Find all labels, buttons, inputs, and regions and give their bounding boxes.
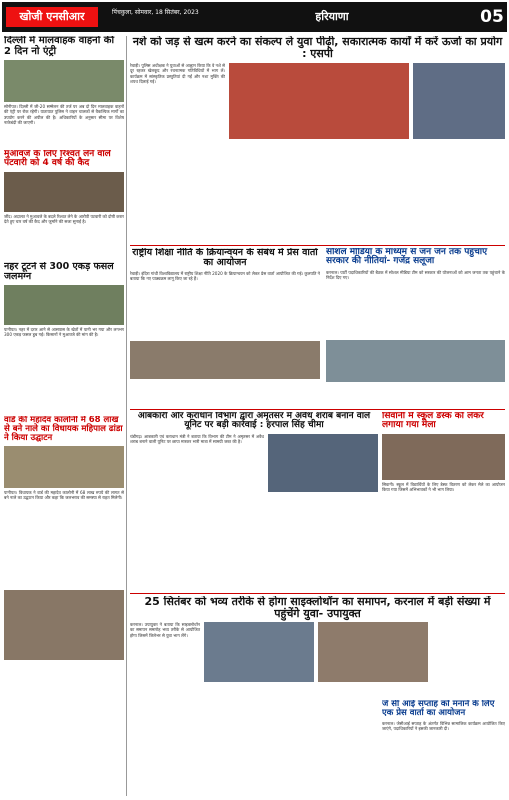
- article-excise: [130, 412, 378, 592]
- photo: [4, 285, 124, 325]
- headline: नहर टूटने से 300 एकड़ फसल जलमग्न: [4, 262, 114, 282]
- photo: [4, 60, 124, 102]
- headline: दिल्ली में मालवाहक वाहनों की 2 दिन नो एंट्री: [4, 36, 115, 57]
- photo: [4, 590, 124, 660]
- article-body: जींद। अदालत ने मुआवजे के बदले रिश्वत लेने के आरोपी पटवारी को दोषी करार देते हुए चार वर्ष की कैद और जुर्माने की सजा सुनाई है।: [4, 213, 124, 225]
- article-body: सोनीपत। दिल्ली में जी-20 सम्मेलन की तर्ज पर अब दो दिन मालवाहक वाहनों की एंट्री पर रोक रहेगी। यातायात पुलिस ने वाहन चालकों से वैकल्पिक मार्गों का उपयोग करने की अपील की है। अधिकारियों के अनुसार सीमा पर विशेष नाकेबंदी की जाएगी।: [4, 104, 124, 125]
- article-drain-inauguration: [4, 416, 124, 586]
- article-truck-ban: [4, 36, 124, 148]
- article-body: पानीपत। विधायक ने वार्ड की महादेव कालोनी में 68 लाख रुपये की लागत से बने नाले का उद्घाटन किया और कहा कि जलभराव की समस्या से राहत मिलेगी।: [4, 489, 124, 501]
- headline: मुआवजे के लिए रिश्वत लेने वाले पटवारी को 4 वर्ष की कैद: [4, 150, 111, 169]
- divider: [130, 245, 505, 246]
- article-body: पानीपत। नहर में दरार आने से आसपास के खेतों में पानी भर गया और लगभग 300 एकड़ फसल डूब गई। किसानों ने मुआवजे की मांग की है।: [4, 326, 124, 338]
- headline: आबकारी और कराधान विभाग द्वारा अमृतसर में अवैध शराब बनाने वाले यूनिट पर बड़ी कार्रवाई : हरपाल सिंह चीमा: [137, 412, 371, 431]
- page-number: 05: [479, 4, 505, 30]
- divider: [130, 409, 505, 410]
- dateline: पिंचकुला, सोमवार, 18 सितंबर, 2023: [112, 9, 199, 16]
- article-body: सिवानी। स्कूल में विद्यार्थियों के लिए डेस्क वितरण को लेकर मेले का आयोजन किया गया जिसमें अभिभावकों ने भी भाग लिया।: [382, 481, 505, 493]
- divider: [130, 593, 505, 594]
- masthead-bar: [2, 2, 507, 32]
- article-school-desk: [382, 412, 505, 592]
- photo: [4, 172, 124, 212]
- photo: [382, 434, 505, 480]
- article-body: करनाल। जेसीआई सप्ताह के अंतर्गत विभिन्न सामाजिक कार्यक्रम आयोजित किए जाएंगे, पदाधिकारियों ने इसकी जानकारी दी।: [382, 720, 505, 732]
- headline: सोशल मीडिया के माध्यम से जन जन तक पहुंचाएं सरकार की नीतियां- गजेंद्र सलूजा: [326, 248, 488, 267]
- article-jci-week: [382, 700, 505, 796]
- headline: 25 सितंबर को भव्य तरीके से होगा साइक्लोथॉन का समापन, करनाल में बड़ी संख्या में पहुंचेंगे युवा- उपायुक्त: [144, 596, 491, 620]
- article-body: करनाल। पार्टी पदाधिकारियों की बैठक में सोशल मीडिया टीम को सरकार की योजनाओं को आम जनता तक पहुंचाने के निर्देश दिए गए।: [326, 269, 505, 281]
- article-body: रेवाड़ी। पुलिस अधीक्षक ने युवाओं से आह्वान किया कि वे नशे से दूर रहकर खेलकूद और रचनात्मक गतिविधियों में भाग लें। कार्यक्रम में सांस्कृतिक प्रस्तुतियां दी गईं और नशा मुक्ति की शपथ दिलाई गई।: [130, 63, 225, 84]
- photo: [326, 340, 505, 382]
- headline: जे सी आई सप्ताह को मनाने के लिए एक प्रेस वार्ता का आयोजन: [382, 700, 495, 718]
- photo: [413, 63, 505, 139]
- headline: राष्ट्रीय शिक्षा नीति के क्रियान्वयन के संबंध में प्रेस वार्ता का आयोजन: [132, 248, 318, 268]
- photo: [130, 341, 320, 379]
- article-patwari: [4, 150, 124, 258]
- article-anti-drug: [130, 36, 505, 246]
- photo: [229, 63, 409, 139]
- photo: [268, 434, 378, 492]
- paper-name: खोजी एनसीआर: [6, 7, 98, 27]
- article-canal-breach: [4, 262, 124, 412]
- article-body: चंडीगढ़। आबकारी एवं कराधान मंत्री ने बताया कि विभाग की टीम ने अमृतसर में अवैध शराब बनाने वाली यूनिट पर छापा मारकर भारी मात्रा में सामग्री जब्त की है।: [130, 433, 264, 445]
- headline: सिवानी में स्कूल डेस्क को लेकर लगाया गया मेला: [382, 412, 484, 431]
- column-divider: [126, 36, 127, 796]
- section-title: हरियाणा: [315, 10, 349, 23]
- article-body: करनाल। उपायुक्त ने बताया कि साइक्लोथॉन का समापन समारोह भव्य तरीके से आयोजित होगा जिसमें जिलेभर से युवा भाग लेंगे।: [130, 622, 200, 638]
- headline: वार्ड की महादेव कालोनी में 68 लाख से बने नाले का विधायक महिपाल ढांडा ने किया उद्घाटन: [4, 416, 123, 443]
- article-social-media: [326, 248, 505, 408]
- photo: [4, 446, 124, 488]
- article-body: रेवाड़ी। इंदिरा गांधी विश्वविद्यालय में राष्ट्रीय शिक्षा नीति 2020 के क्रियान्वयन को लेकर प्रेस वार्ता आयोजित की गई। कुलपति ने बताया कि नए पाठ्यक्रम लागू किए जा रहे हैं।: [130, 270, 320, 282]
- article-nep: [130, 248, 320, 408]
- headline: नशे को जड़ से खत्म करने का संकल्प ले युवा पीढ़ी, सकारात्मक कार्यों में करें ऊर्जा का प्रयोग : एसपी: [132, 36, 503, 60]
- news-columns: [4, 590, 378, 796]
